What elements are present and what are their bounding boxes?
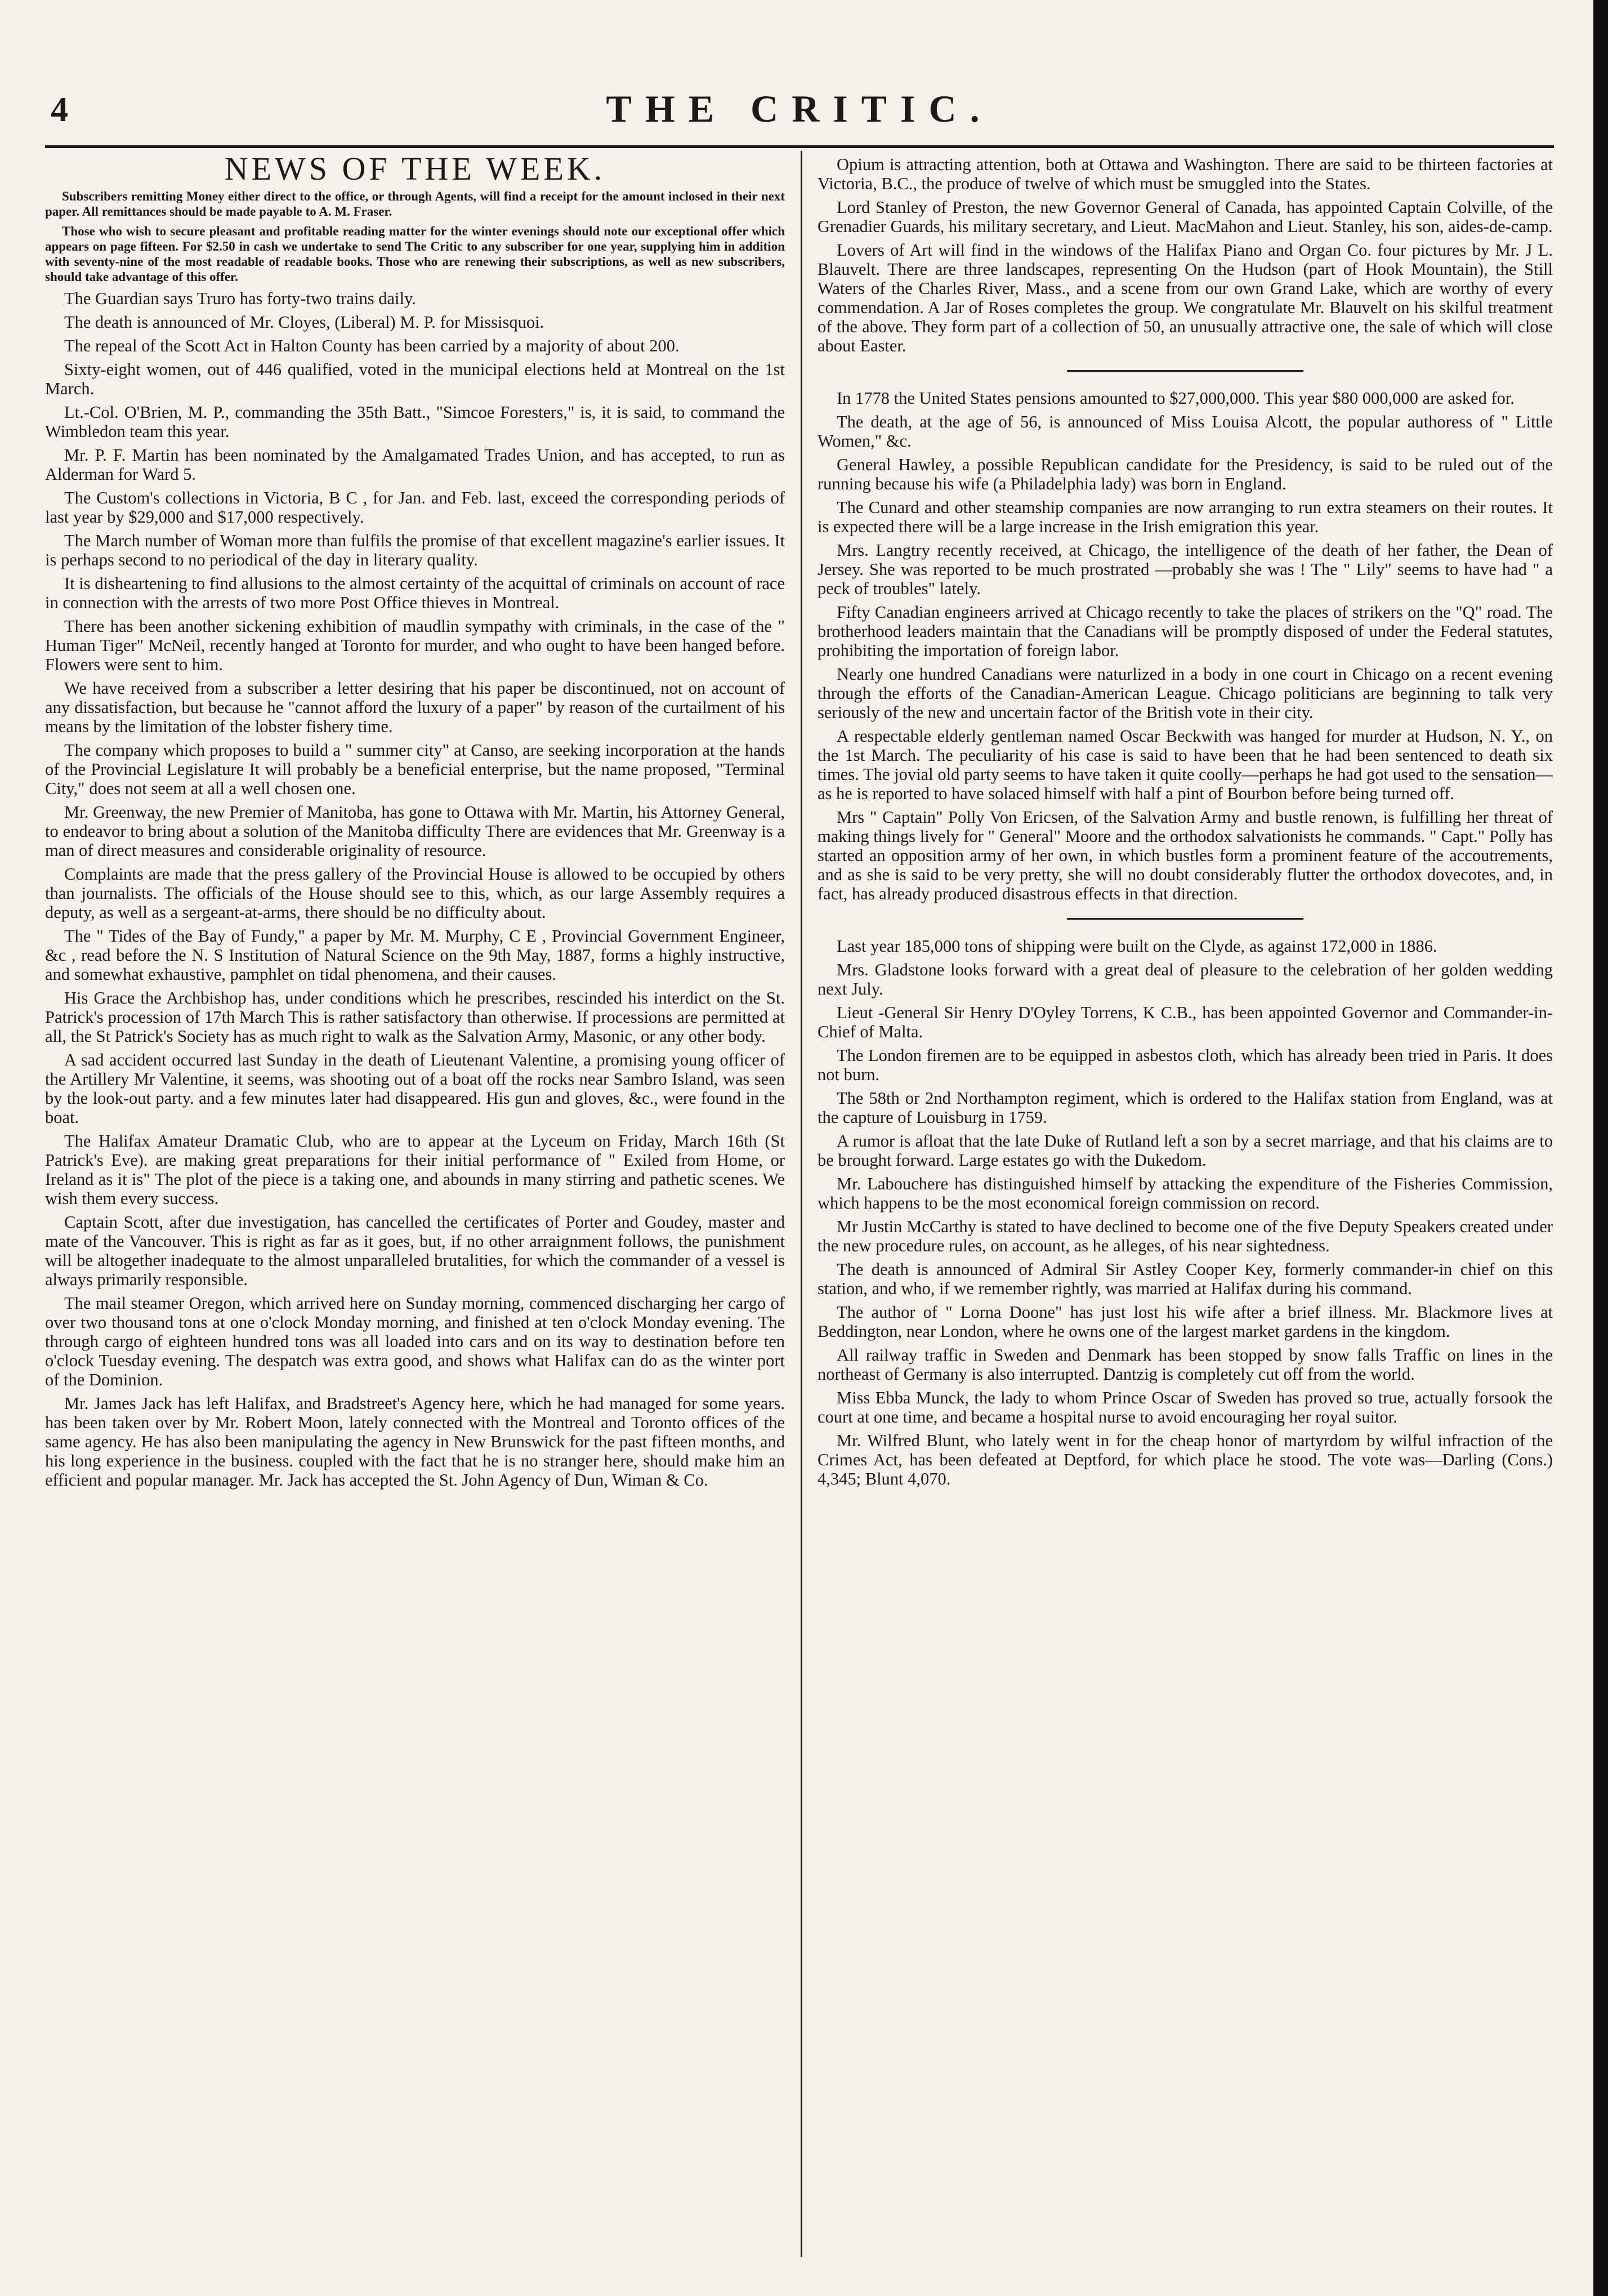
left-column xyxy=(45,155,785,2261)
news-item: The " Tides of the Bay of Fundy," a paper by Mr. M. Murphy, C E , Provincial Government Engineer, &c , read before the N. S Institution of Natural Science on the 9th May, 1887, forms a highly instructive, and somewhat exhaustive, pamphlet on tidal phenomena, and their causes. xyxy=(45,926,785,984)
news-item: All railway traffic in Sweden and Denmark has been stopped by snow falls Traffic on lines in the northeast of Germany is also interrupted. Dantzig is completely cut off from the world. xyxy=(818,1345,1553,1384)
column-rule xyxy=(801,151,802,2257)
news-item: There has been another sickening exhibition of maudlin sympathy with criminals, in the case of the " Human Tiger" McNeil, recently hanged at Toronto for murder, and who ought to have been hanged before. Flowers were sent to him. xyxy=(45,617,785,674)
news-item: Fifty Canadian engineers arrived at Chicago recently to take the places of strikers on the "Q" road. The brotherhood leaders maintain that the Canadians will be promptly disposed of under the Federal statutes, prohibiting the importation of foreign labor. xyxy=(818,603,1553,660)
news-item: The Halifax Amateur Dramatic Club, who are to appear at the Lyceum on Friday, March 16th (St Patrick's Eve). are making great preparations for their initial performance of " Exiled from Home, or Ireland as it is" The plot of the piece is a taking one, and abounds in many stirring and pathetic scenes. We wish them every success. xyxy=(45,1131,785,1208)
news-item: We have received from a subscriber a letter desiring that his paper be discontinued, not on account of any dissatisfaction, but because he "cannot afford the luxury of a paper" by reason of the curtailment of his means by the limitation of the lobster fishery time. xyxy=(45,679,785,736)
section-divider xyxy=(1067,370,1303,372)
news-group-two xyxy=(818,389,1553,903)
section-title: NEWS OF THE WEEK. xyxy=(224,155,606,187)
news-item: Mr. Greenway, the new Premier of Manitoba, has gone to Ottawa with Mr. Martin, his Attorney General, to endeavor to bring about a solution of the Manitoba difficulty There are evidences that Mr. Greenway is a man of direct measures and considerable originality of resource. xyxy=(45,803,785,860)
news-item: Lieut -General Sir Henry D'Oyley Torrens, K C.B., has been appointed Governor and Commander-in-Chief of Malta. xyxy=(818,1003,1553,1041)
news-item: The death, at the age of 56, is announced of Miss Louisa Alcott, the popular authoress of " Little Women," &c. xyxy=(818,412,1553,451)
header-rule xyxy=(45,145,1554,148)
news-item: Mrs " Captain" Polly Von Ericsen, of the Salvation Army and bustle renown, is fulfilling her threat of making things lively for " General" Moore and the orthodox salvationists he commands. " Capt." Polly has started an opposition army of her own, in which bustles form a prominent feature of the accoutrements, and as she is said to be very pretty, she will no doubt considerably flutter the orthodox dovecotes, and, in fact, has already produced disastrous effects in that direction. xyxy=(818,808,1553,903)
news-item: Mr Justin McCarthy is stated to have declined to become one of the five Deputy Speakers created under the new procedure rules, on account, as he alleges, of his near sightedness. xyxy=(818,1217,1553,1255)
scan-edge xyxy=(1593,0,1608,2296)
news-item: The London firemen are to be equipped in asbestos cloth, which has already been tried in Paris. It does not burn. xyxy=(818,1046,1553,1084)
news-item: Lt.-Col. O'Brien, M. P., commanding the 35th Batt., "Simcoe Foresters," is, it is said, to command the Wimbledon team this year. xyxy=(45,403,785,441)
news-item: General Hawley, a possible Republican candidate for the Presidency, is said to be ruled out of the running because his wife (a Philadelphia lady) was born in England. xyxy=(818,455,1553,493)
news-item: A sad accident occurred last Sunday in the death of Lieutenant Valentine, a promising young officer of the Artillery Mr Valentine, it seems, was shooting out of a boat off the rocks near Sambro Island, was seen by the look-out party. and a few minutes later had disappeared. His gun and gloves, &c., were found in the boat. xyxy=(45,1050,785,1127)
subscriber-notice: Subscribers remitting Money either direct to the office, or through Agents, will find a receipt for the amount inclosed in their next paper. All remittances should be made payable to A. M. Fraser. xyxy=(45,189,785,219)
news-item: Mrs. Gladstone looks forward with a great deal of pleasure to the celebration of her golden wedding next July. xyxy=(818,960,1553,998)
news-item: Lord Stanley of Preston, the new Governor General of Canada, has appointed Captain Colville, of the Grenadier Guards, his military secretary, and Lieut. MacMahon and Lieut. Stanley, his son, aides-de-camp. xyxy=(818,198,1553,236)
news-item: Nearly one hundred Canadians were naturlized in a body in one court in Chicago on a recent evening through the efforts of the Canadian-American League. Chicago politicians are beginning to talk very seriously of the new and uncertain factor of the British vote in their city. xyxy=(818,665,1553,722)
news-group-one xyxy=(818,155,1553,355)
news-item: Mrs. Langtry recently received, at Chicago, the intelligence of the death of her father, the Dean of Jersey. She was reported to be much prostrated —probably she was ! The " Lily" seems to have had " a peck of troubles" lately. xyxy=(818,541,1553,598)
news-item: Sixty-eight women, out of 446 qualified, voted in the municipal elections held at Montreal on the 1st March. xyxy=(45,360,785,398)
news-item: It is disheartening to find allusions to the almost certainty of the acquittal of criminals on account of race in connection with the arrests of two more Post Office thieves in Montreal. xyxy=(45,574,785,612)
news-item: The company which proposes to build a " summer city" at Canso, are seeking incorporation at the hands of the Provincial Legislature It will probably be a beneficial enterprise, but the name proposed, "Terminal City," does not seem at all a well chosen one. xyxy=(45,741,785,798)
news-item: The death is announced of Mr. Cloyes, (Liberal) M. P. for Missisquoi. xyxy=(64,313,544,332)
news-item: The March number of Woman more than fulfils the promise of that excellent magazine's earlier issues. It is perhaps second to no periodical of the day in literary quality. xyxy=(45,531,785,569)
news-item: Mr. James Jack has left Halifax, and Bradstreet's Agency here, which he had managed for some years. has been taken over by Mr. Robert Moon, lately connected with the Montreal and Toronto offices of the same agency. He has also been manipulating the agency in New Brunswick for the past fifteen months, and his long experience in the business. coupled with the fact that he is no stranger here, should make him an efficient and popular manager. Mr. Jack has accepted the St. John Agency of Dun, Wiman & Co. xyxy=(45,1394,785,1490)
subscriber-notices xyxy=(45,189,785,284)
news-item: The 58th or 2nd Northampton regiment, which is ordered to the Halifax station from England, was at the capture of Louisburg in 1759. xyxy=(818,1089,1553,1127)
news-item: The mail steamer Oregon, which arrived here on Sunday morning, commenced discharging her cargo of over two thousand tons at one o'clock Monday morning, and finished at ten o'clock Monday evening. The through cargo of eighteen hundred tons was all loaded into cars and on its way to destination before ten o'clock Tuesday evening. The despatch was extra good, and shows what Halifax can do as the winter port of the Dominion. xyxy=(45,1294,785,1389)
news-item: A rumor is afloat that the late Duke of Rutland left a son by a secret marriage, and that his claims are to be brought forward. Large estates go with the Dukedom. xyxy=(818,1131,1553,1170)
news-items-left xyxy=(45,289,785,1490)
news-item: Mr. Wilfred Blunt, who lately went in for the cheap honor of martyrdom by wilful infraction of the Crimes Act, has been defeated at Deptford, for which place he stood. The vote was—Darling (Cons.) 4,345; Blunt 4,070. xyxy=(818,1431,1553,1488)
news-item: The repeal of the Scott Act in Halton County has been carried by a majority of about 200. xyxy=(64,336,680,355)
news-item: The Cunard and other steamship companies are now arranging to run extra steamers on their routes. It is expected there will be a large increase in the Irish emigration this year. xyxy=(818,498,1553,536)
news-item: Lovers of Art will find in the windows of the Halifax Piano and Organ Co. four pictures by Mr. J L. Blauvelt. There are three landscapes, representing On the Hudson (part of Hook Mountain), the Still Waters of the Charles River, Mass., and a scene from our own Grand Lake, which are worthy of every commendation. A Jar of Roses completes the group. We congratulate Mr. Blauvelt on his skilful treatment of the above. They form part of a collection of 50, an unusually attractive one, the sale of which will close about Easter. xyxy=(818,240,1553,355)
news-group-three xyxy=(818,937,1553,1488)
news-item: The Custom's collections in Victoria, B C , for Jan. and Feb. last, exceed the corresponding periods of last year by $29,000 and $17,000 respectively. xyxy=(45,488,785,527)
news-item: Last year 185,000 tons of shipping were built on the Clyde, as against 172,000 in 1886. xyxy=(837,937,1437,956)
news-item: Complaints are made that the press gallery of the Provincial House is allowed to be occupied by others than journalists. The officials of the House should see to this, which, as our large Assembly requires a deputy, as well as a sergeant-at-arms, there should be no difficulty about. xyxy=(45,864,785,922)
news-item: Miss Ebba Munck, the lady to whom Prince Oscar of Sweden has proved so true, actually forsook the court at one time, and became a hospital nurse to avoid encouraging her royal suitor. xyxy=(818,1388,1553,1426)
news-item: The Guardian says Truro has forty-two trains daily. xyxy=(64,289,416,308)
section-divider xyxy=(1067,918,1303,920)
news-item: Captain Scott, after due investigation, has cancelled the certificates of Porter and Goudey, master and mate of the Vancouver. This is right as far as it goes, but, if no other arraignment follows, the punishment will be altogether inadequate to the almost unparalleled brutalities, for which the commander of a vessel is always primarily responsible. xyxy=(45,1212,785,1289)
news-item: The author of " Lorna Doone" has just lost his wife after a brief illness. Mr. Blackmore lives at Beddington, near London, where he owns one of the largest market gardens in the kingdom. xyxy=(818,1303,1553,1341)
page-header xyxy=(45,84,1554,146)
news-item: The death is announced of Admiral Sir Astley Cooper Key, formerly commander-in chief on this station, and who, if we remember rightly, was married at Halifax during his command. xyxy=(818,1260,1553,1298)
subscriber-notice: Those who wish to secure pleasant and profitable reading matter for the winter evenings should note our exceptional offer which appears on page fifteen. For $2.50 in cash we undertake to send The Critic to any subscriber for one year, supplying him in addition with seventy-nine of the most readable of readable books. Those who are renewing their subscriptions, as well as new subscribers, should take advantage of this offer. xyxy=(45,224,785,284)
news-item: A respectable elderly gentleman named Oscar Beckwith was hanged for murder at Hudson, N. Y., on the 1st March. The peculiarity of his case is said to have been that he had been sentenced to death six times. The jovial old party seems to have taken it quite coolly—perhaps he had got used to the sensation—as he is reported to have solaced himself with half a pint of Bourbon before being turned off. xyxy=(818,726,1553,803)
news-item: Mr. P. F. Martin has been nominated by the Amalgamated Trades Union, and has accepted, to run as Alderman for Ward 5. xyxy=(45,445,785,484)
page-number: 4 xyxy=(51,91,68,129)
news-item: Mr. Labouchere has distinguished himself by attacking the expenditure of the Fisheries Commission, which happens to be the most economical foreign commission on record. xyxy=(818,1174,1553,1212)
news-item: Opium is attracting attention, both at Ottawa and Washington. There are said to be thirteen factories at Victoria, B.C., the produce of twelve of which must be smuggled into the States. xyxy=(818,155,1553,193)
masthead: THE CRITIC. xyxy=(606,87,993,130)
right-column xyxy=(818,155,1553,2261)
news-item: His Grace the Archbishop has, under conditions which he prescribes, rescinded his interdict on the St. Patrick's procession of 17th March This is rather satisfactory than otherwise. If processions are permitted at all, the St Patrick's Society has as much right to walk as the Salvation Army, Masonic, or any other body. xyxy=(45,988,785,1046)
newspaper-page xyxy=(45,84,1554,2270)
news-item: In 1778 the United States pensions amounted to $27,000,000. This year $80 000,000 are asked for. xyxy=(837,389,1515,408)
